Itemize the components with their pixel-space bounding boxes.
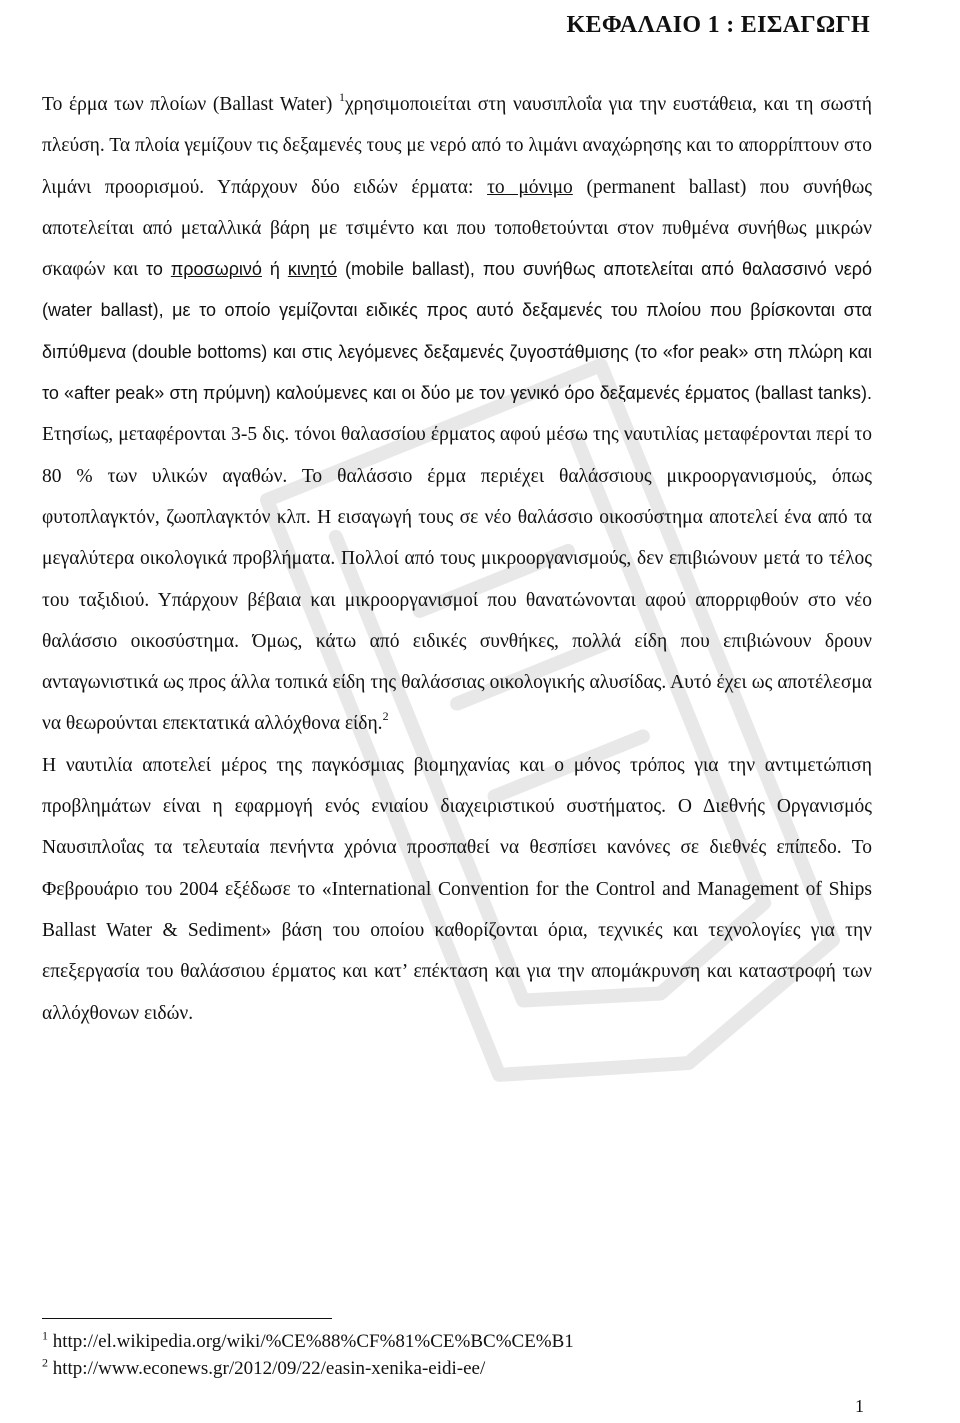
page-number: 1 — [855, 1396, 864, 1416]
footnote-link-2[interactable]: http://www.econews.gr/2012/09/22/easin-xenika-eidi-ee/ — [48, 1358, 486, 1379]
footnote-number-1: 1 — [42, 1328, 48, 1343]
paragraph-1-part-6: (mobile ballast), που συνήθως αποτελείται από θαλασσινό νερό (water ballast), με το οποίο γεμίζονται ειδικές προς αυτό δεξαμενές του πλοίου που βρίσκονται στα διπύθμενα (double bottoms) και στις λεγόμενες δεξαμενές ζυγοστάθμισης (το «for peak» στη πλώρη και το «after peak» στη πρύμνη) καλούμενες και οι δύο με τον γενικό όρο δεξαμενές έρματος (ballast tanks). — [42, 259, 872, 404]
paragraph-1-part-1: Το έρμα των πλοίων (Ballast Water) — [42, 94, 340, 115]
chapter-title: ΚΕΦΑΛΑΙΟ 1 : ΕΙΣΑΓΩΓΗ — [566, 12, 870, 38]
paragraph-1-part-4 — [42, 259, 872, 403]
footnote-ref-2: 2 — [382, 708, 389, 723]
article-to: το — [146, 259, 171, 280]
paragraph-1-part-2: χρησιμοποιείται στη ναυσιπλοΐα για την ευστάθεια, και τη σωστή πλεύση. Τα πλοία γεμίζουν τις δεξαμενές τους με νερό από το λιμάνι αναχώρησης και το απορρίπτουν στο λιμάνι προορισμού. Υπάρχουν δύο ειδών έρματα: — [42, 94, 872, 198]
paragraph-2: Η ναυτιλία αποτελεί μέρος της παγκόσμιας βιομηχανίας και ο μόνος τρόπος για την αντιμετώπιση προβλημάτων είναι η εφαρμογή ενός ενιαίου διαχειριστικού συστήματος. Ο Διεθνής Οργανισμός Ναυσιπλοΐας τα τελευταία πενήντα χρόνια προσπαθεί να θεσπίσει κανόνες σε διεθνές επίπεδο. Το Φεβρουάριο του 2004 εξέδωσε το «International Convention for the Control and Management of Ships Ballast Water & Sediment» βάση του οποίου καθορίζονται όρια, τεχνικές και τεχνολογίες για την επεξεργασία του θαλάσσιου έρματος και κατ’ επέκταση και για την απομάκρυνση και καταστροφή των αλλόχθονων ειδών. — [42, 754, 872, 1024]
main-body — [42, 84, 872, 1034]
footnote-link-1[interactable]: http://el.wikipedia.org/wiki/%CE%88%CF%81%CE%BC%CE%B1 — [48, 1331, 574, 1352]
footnote-2 — [42, 1355, 574, 1382]
footnote-number-2: 2 — [42, 1355, 48, 1370]
paragraph-1-part-7: Ετησίως, μεταφέρονται 3-5 δις. τόνοι θαλασσίου έρματος αφού μέσω της ναυτιλίας μεταφέρονται περί το 80 % των υλικών αγαθών. Το θαλάσσιο έρμα περιέχει θαλάσσιους μικροοργανισμούς, όπως φυτοπλαγκτόν, ζωοπλαγκτόν κλπ. Η εισαγωγή τους σε νέο θαλάσσιο οικοσύστημα αποτελεί ένα από τα μεγαλύτερα οικολογικά προβλήματα. Πολλοί από τους μικροοργανισμούς, δεν επιβιώνουν μετά το τέλος του ταξιδιού. Υπάρχουν βέβαια και μικροοργανισμοί που θανατώνονται αφού απορριφθούν στο νέο θαλάσσιο οικοσύστημα. Όμως, κάτω από ειδικές συνθήκες, πολλά είδη που επιβιώνουν δρουν ανταγωνιστικά ως προς άλλα τοπικά είδη της θαλάσσιας οικολογικής αλυσίδας. Αυτό έχει ως αποτέλεσμα να θεωρούνται επεκτατικά αλλόχθονα είδη. — [42, 424, 872, 735]
footnote-ref-1: 1 — [339, 89, 346, 104]
footnote-1 — [42, 1328, 574, 1355]
term-mobile: κινητό — [287, 259, 337, 280]
paragraph-1 — [42, 84, 872, 745]
paragraph-1-part-3: (permanent ballast) που συνήθως αποτελείται από μεταλλικά βάρη με τσιμέντο και που τοποθετούνται στον πυθμένα συνήθως μικρών σκαφών και — [42, 176, 872, 281]
term-temporary: προσωρινό — [170, 259, 262, 280]
term-permanent-ballast: το μόνιμο — [487, 176, 573, 198]
footnote-separator — [42, 1318, 332, 1319]
footnotes — [42, 1328, 574, 1382]
word-or: ή — [261, 259, 288, 280]
